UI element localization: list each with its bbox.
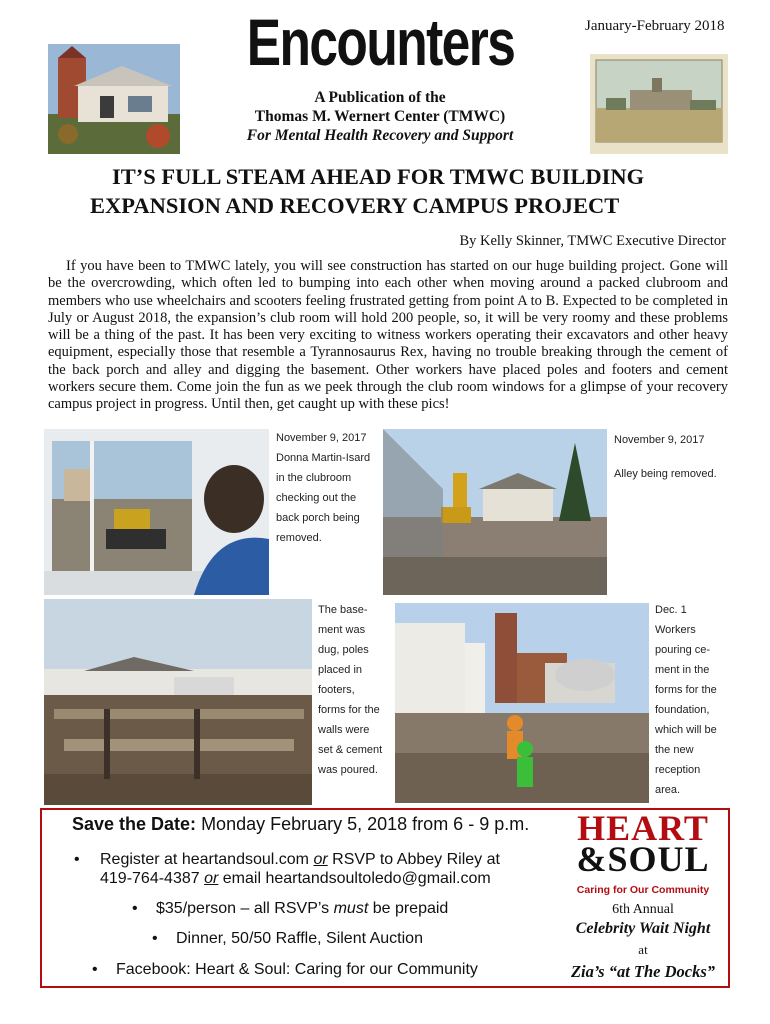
caption-photo-4 bbox=[655, 600, 730, 800]
must-text: must bbox=[333, 900, 369, 917]
caption-line: back porch being bbox=[276, 512, 360, 524]
caption-line: forms for the bbox=[318, 704, 380, 716]
caption-line: November 9, 2017 bbox=[614, 434, 705, 446]
caption-line: forms for the bbox=[655, 684, 717, 696]
caption-line: pouring ce- bbox=[655, 644, 711, 656]
photo-cement-pouring bbox=[395, 603, 649, 803]
or-text: or bbox=[204, 870, 219, 887]
caption-line bbox=[614, 450, 729, 464]
caption-line: walls were bbox=[318, 724, 370, 736]
caption-line: dug, poles bbox=[318, 644, 369, 656]
caption-line: set & cement bbox=[318, 744, 383, 756]
caption-line: reception bbox=[655, 764, 701, 776]
or-text: or bbox=[313, 851, 328, 868]
article-body bbox=[48, 258, 728, 414]
publication-line-3: For Mental Health Recovery and Support bbox=[246, 127, 514, 144]
caption-line: The base- bbox=[318, 604, 368, 616]
caption-photo-2 bbox=[614, 430, 729, 484]
publication-info bbox=[215, 88, 545, 145]
list-item: • Dinner, 50/50 Raffle, Silent Auction bbox=[152, 930, 423, 947]
headline-line-2: EXPANSION AND RECOVERY CAMPUS PROJECT bbox=[90, 193, 620, 218]
photo-alley-removal bbox=[383, 429, 607, 595]
caption-line: Workers bbox=[655, 624, 696, 636]
list-item: • $35/person – all RSVP’s must be prepaid bbox=[132, 900, 449, 917]
list-item: • Facebook: Heart & Soul: Caring for our Community bbox=[92, 961, 478, 978]
event-annual: 6th Annual bbox=[612, 902, 674, 917]
drawing-photo-header bbox=[590, 54, 728, 154]
event-name: Celebrity Wait Night bbox=[575, 920, 711, 937]
publication-line-2: Thomas M. Wernert Center (TMWC) bbox=[254, 108, 506, 125]
caption-line: which will be bbox=[655, 724, 717, 736]
save-the-date-heading bbox=[72, 814, 529, 835]
photo-clubroom-window bbox=[44, 429, 269, 595]
logo-soul-text: &SOUL bbox=[576, 839, 710, 879]
caption-line: placed in bbox=[318, 664, 363, 676]
caption-line: ment in the bbox=[655, 664, 710, 676]
caption-line: checking out the bbox=[276, 492, 357, 504]
caption-line: Donna Martin-Isard bbox=[276, 452, 371, 464]
save-the-date-label: Save the Date: bbox=[72, 814, 197, 834]
caption-photo-1 bbox=[276, 428, 376, 548]
article-headline bbox=[90, 162, 730, 220]
caption-line: Alley being removed. bbox=[614, 468, 717, 480]
caption-line: was poured. bbox=[318, 764, 378, 776]
publication-line-1: A Publication of the bbox=[314, 89, 446, 106]
caption-line: in the clubroom bbox=[276, 472, 352, 484]
caption-line: November 9, 2017 bbox=[276, 432, 367, 444]
event-venue: Zia’s “at The Docks” bbox=[570, 962, 716, 981]
article-byline: By Kelly Skinner, TMWC Executive Director bbox=[459, 233, 726, 249]
photo-basement-footers bbox=[44, 599, 312, 805]
save-the-date-time: Monday February 5, 2018 from 6 - 9 p.m. bbox=[196, 814, 530, 834]
list-item: • Register at heartandsoul.com or RSVP to Abbey Riley at 419-764-4387 or email heartandsoultoledo@gmail.com bbox=[74, 851, 500, 887]
caption-photo-3 bbox=[318, 600, 398, 780]
headline-line-1: IT’S FULL STEAM AHEAD FOR TMWC BUILDING bbox=[112, 164, 645, 189]
caption-line: the new bbox=[655, 744, 694, 756]
caption-line: footers, bbox=[318, 684, 355, 696]
logo-tagline: Caring for Our Community bbox=[576, 884, 710, 896]
issue-date: January-February 2018 bbox=[585, 18, 725, 34]
caption-line: ment was bbox=[318, 624, 366, 636]
building-photo-header bbox=[48, 44, 180, 154]
caption-line: Dec. 1 bbox=[655, 604, 687, 616]
logo-heart-text: HEART bbox=[577, 808, 709, 848]
heart-and-soul-logo bbox=[558, 808, 728, 982]
masthead-title: Encounters bbox=[246, 5, 515, 79]
article-paragraph: If you have been to TMWC lately, you will see construction has started on our huge building project. Gone will be the overcrowding, which often led to bumping into each other when moving around a packed clubroom and members who use wheelchairs and scooters feeling frustrated getting from point A to B. Expected to be completed in July or August 2018, the expansion’s club room will hold 200 people, so, it will be very roomy and these problems will be a thing of the past. It has been very exciting to witness workers operating their excavators and other heavy equipment, especially those that resemble a Tyrannosaurus Rex, having no trouble breaking through the cement of the back porch and alley and digging the basement. Other workers have placed poles and footers and cement workers secure them. Come join the fun as we peek through the club room windows for a glimpse of your recovery campus project in progress. Until then, get caught up with these pics! bbox=[48, 258, 728, 413]
caption-line: removed. bbox=[276, 532, 322, 544]
event-at: at bbox=[638, 942, 648, 957]
caption-line: foundation, bbox=[655, 704, 710, 716]
caption-line: area. bbox=[655, 784, 681, 796]
